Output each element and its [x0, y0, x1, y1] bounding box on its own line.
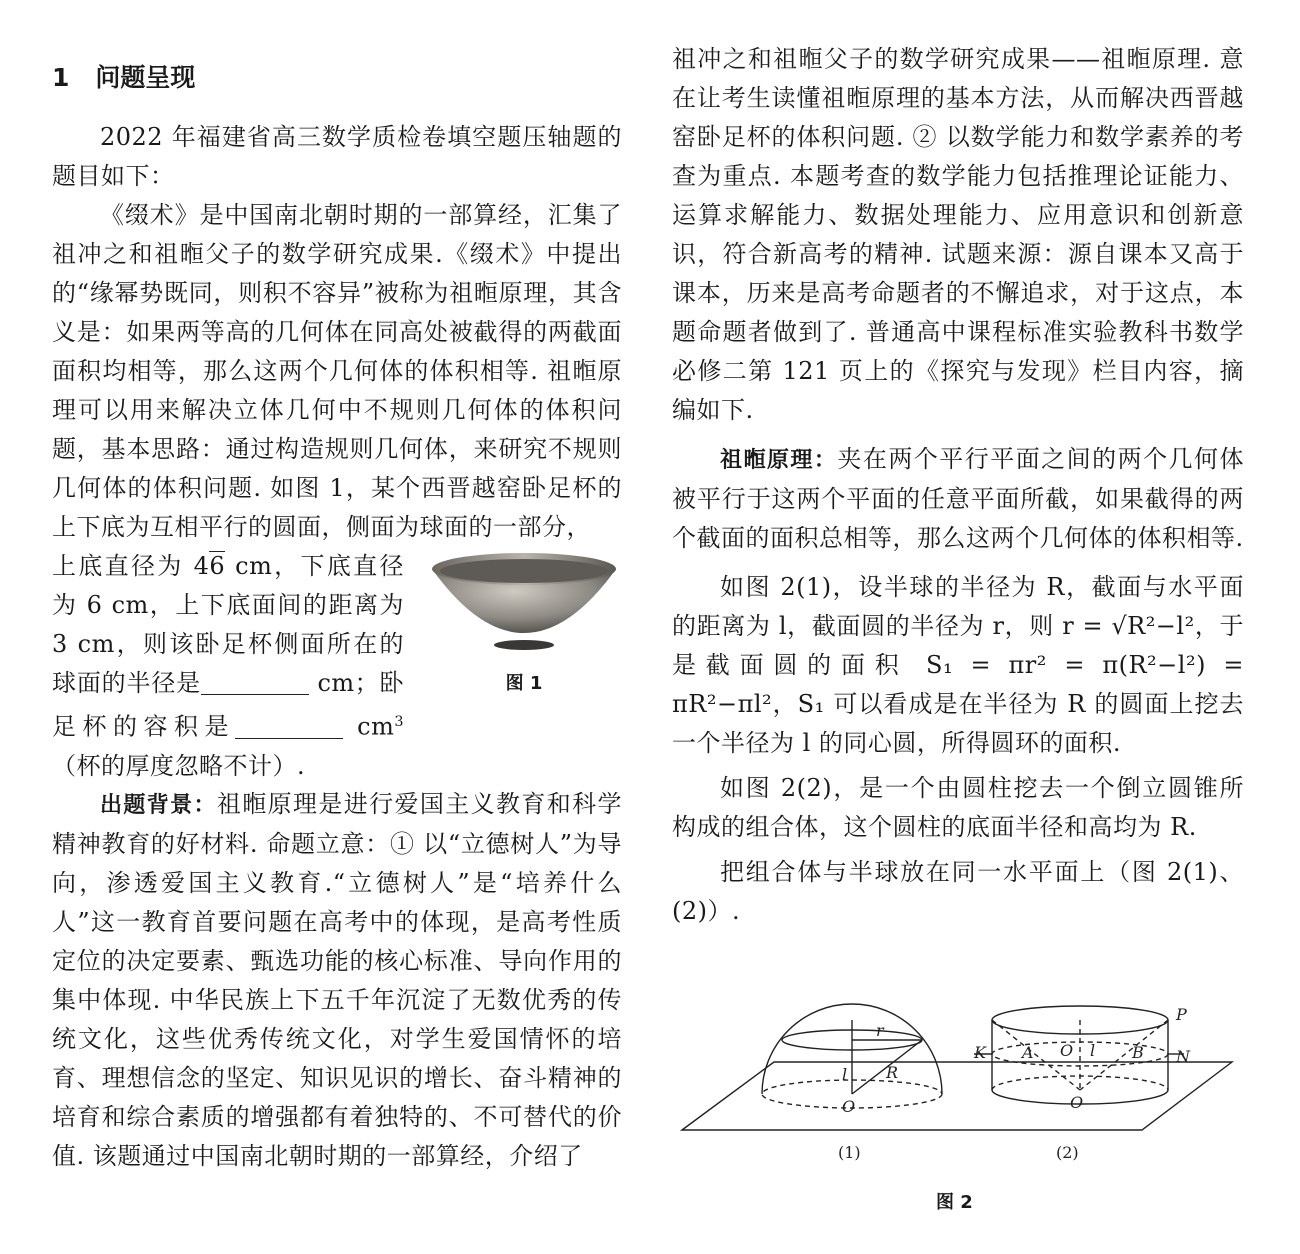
label-O1: O [842, 1097, 856, 1116]
principle-text: 夹在两个平行平面之间的两个几何体被平行于这两个平面的任意平面所截，如果截得的两个截面的面积总相等，那么这两个几何体的体积相等. [672, 445, 1244, 552]
text-seg: cm；卧足杯的容积是 [52, 669, 405, 741]
paragraph-cylinder: 如图 2(2)，是一个由圆柱挖去一个倒立圆锥所构成的组合体，这个圆柱的底面半径和高均为 R. [672, 774, 1244, 841]
section-heading [52, 58, 195, 94]
label-l: l [842, 1065, 848, 1084]
paragraph-intro: 2022 年福建省高三数学质检卷填空题压轴题的题目如下： [52, 123, 622, 190]
label-B: B [1132, 1043, 1144, 1062]
subfigure-1-label: (1) [838, 1143, 861, 1162]
label-O3: O [1070, 1093, 1084, 1112]
problem-continuation [52, 547, 404, 786]
label-r: r [876, 1021, 884, 1040]
figure-2-caption: 图 2 [936, 1192, 973, 1213]
figure-1 [424, 547, 624, 695]
answer-blank-1[interactable] [201, 670, 309, 695]
paragraph-principle [672, 440, 1244, 558]
problem-with-figure [52, 547, 622, 783]
text-seg: cm，下底直径为 6 cm，上下底面间的距离为 3 cm，则该卧足杯侧面所在的球面的半径是 [52, 552, 404, 697]
paragraph-hemisphere: 如图 2(1)，设半球的半径为 R，截面与水平面的距离为 l，截面圆的半径为 r，则 r = √R²−l²，于是截面圆的面积 S₁ = πr² = π(R²−l²) = πR²−πl²，S₁ 可以看成是在半径为 R 的圆面上挖去一个半径为 l 的同心圆，所得圆环的面积. [672, 573, 1244, 757]
label-P: P [1176, 1005, 1187, 1024]
paragraph-continued: 祖冲之和祖暅父子的数学研究成果——祖暅原理. 意在让考生读懂祖暅原理的基本方法，从而解决西晋越窑卧足杯的体积问题. ② 以数学能力和数学素养的考查为重点. 本题考查的数学能力包括推理论证能力、运算求解能力、数据处理能力、应用意识和创新意识，符合新高考的精神. 试题来源：源自课本又高于课本，历来是高考命题者的不懈追求，对于这点，本题命题者做到了. 普通高中课程标准实验教科书数学必修二第 121 页上的《探究与发现》栏目内容，摘编如下. [672, 45, 1244, 424]
label-background: 出题背景： [100, 793, 217, 818]
background-text: 祖暅原理是进行爱国主义教育和科学精神教育的好材料. 命题立意：① 以“立德树人”为导向，渗透爱国主义教育.“立德树人”是“培养什么人”这一教育首要问题在高考中的体现，是高考性质定位的决定要素、甄选功能的核心标准、导向作用的集中体现. 中华民族上下五千年沉淀了无数优秀的传统文化，这些优秀传统文化，对学生爱国情怀的培育、理想信念的坚定、知识见识的增长、奋斗精神的培育和综合素质的增强都有着独特的、不可替代的价值. 该题通过中国南北朝时期的一部算经，介绍了 [52, 790, 622, 1170]
text-seg: （杯的厚度忽略不计）. [52, 751, 306, 780]
label-A: A [1022, 1043, 1034, 1062]
right-column [672, 40, 1244, 931]
figure-2 [680, 992, 1246, 1212]
geometry-diagram [680, 992, 1246, 1182]
section-title: 问题呈现 [95, 63, 196, 92]
label-principle: 祖暅原理： [720, 448, 838, 473]
paragraph-background [52, 785, 622, 1176]
label-N: N [1176, 1047, 1190, 1066]
label-l2: l [1090, 1041, 1096, 1060]
answer-blank-2[interactable] [235, 714, 343, 739]
paragraph-problem: 《缀术》是中国南北朝时期的一部算经，汇集了祖冲之和祖暅父子的数学研究成果.《缀术》中提出的“缘幂势既同，则积不容异”被称为祖暅原理，其含义是：如果两等高的几何体在同高处被截得的两截面面积均相等，那么这两个几何体的体积相等. 祖暅原理可以用来解决立体几何中不规则几何体的体积问题，基本思路：通过构造规则几何体，来研究不规则几何体的体积问题. 如图 1，某个西晋越窑卧足杯的上下底为互相平行的圆面，侧面为球面的一部分， [52, 201, 622, 541]
text-seg: cm [343, 712, 395, 741]
text-seg: 上底直径为 4 [52, 552, 210, 580]
sqrt-radicand: 6 [209, 552, 226, 580]
figure-1-caption: 图 1 [505, 673, 543, 694]
bowl-image [424, 547, 624, 659]
paragraph-combine: 把组合体与半球放在同一水平面上（图 2(1)、(2)）. [672, 858, 1244, 925]
label-R: R [886, 1063, 899, 1082]
label-O2: O [1060, 1041, 1074, 1060]
label-K: K [974, 1043, 986, 1062]
subfigure-2-label: (2) [1056, 1143, 1079, 1162]
section-number: 1 [52, 63, 70, 92]
superscript: 3 [394, 714, 405, 730]
left-column [52, 118, 622, 1176]
